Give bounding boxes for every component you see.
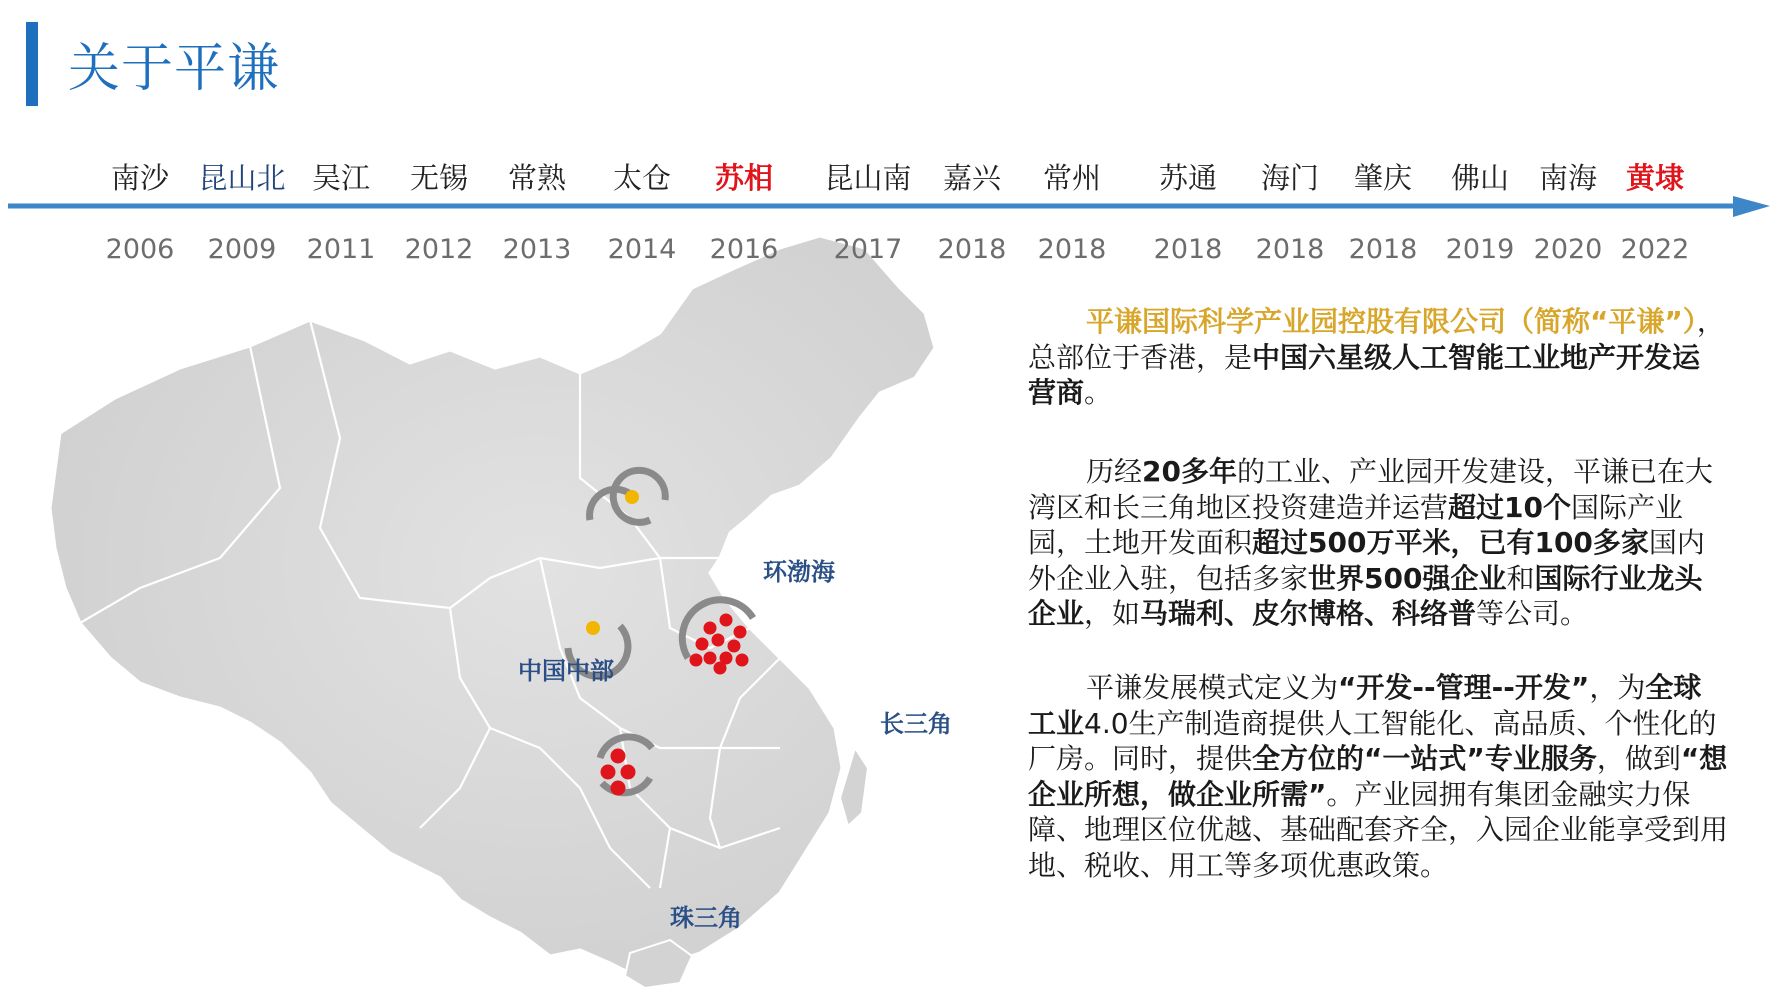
timeline-city: 苏通 <box>1158 161 1218 195</box>
p2-text-3: 国际产业园，土地开发面积 <box>1028 490 1683 559</box>
timeline-city: 南沙 <box>110 161 170 195</box>
timeline-year: 2011 <box>306 234 376 265</box>
timeline-city: 吴江 <box>311 161 371 195</box>
p2-text-1: 历经 <box>1086 455 1143 488</box>
p2-bold-3: 超过500万平米，已有100多家 <box>1252 526 1649 559</box>
p2-bold-6: 马瑞利、皮尔博格、科络普 <box>1140 597 1477 630</box>
timeline-city: 嘉兴 <box>942 161 1002 195</box>
region-label-bohai: 环渤海 <box>763 558 835 586</box>
region-label-yangtze: 长三角 <box>880 710 952 738</box>
company-name: 平谦国际科学产业园控股有限公司（简称“平谦”） <box>1086 305 1697 338</box>
timeline-year: 2020 <box>1533 234 1603 265</box>
timeline-year: 2019 <box>1445 234 1515 265</box>
p2-text-5: 和 <box>1506 561 1535 595</box>
timeline-city: 海门 <box>1260 161 1320 195</box>
timeline-year: 2009 <box>207 234 277 265</box>
timeline-city: 肇庆 <box>1353 161 1413 195</box>
p1-text-1: ，总部位于香港，是 <box>1028 305 1725 374</box>
p3-text-2: ，为 <box>1589 671 1646 704</box>
timeline-year: 2018 <box>1037 234 1107 265</box>
title-accent-bar <box>26 22 38 106</box>
timeline-city: 昆山北 <box>198 161 286 195</box>
p3-bold-3: 全方位的“一站式”专业服务 <box>1252 742 1597 775</box>
p3-bold-2: 全球工业 <box>1028 671 1702 740</box>
p2-text-2: 的工业、产业园开发建设，平谦已在大湾区和长三角地区投资建造并运营 <box>1028 455 1713 524</box>
timeline-year: 2006 <box>105 234 175 265</box>
p2-text-7: 等公司。 <box>1476 597 1589 630</box>
timeline-year: 2018 <box>937 234 1007 265</box>
p2-bold-2: 超过10个 <box>1448 490 1571 524</box>
p3-text-1: 平谦发展模式定义为 <box>1086 671 1339 704</box>
intro-paragraph <box>1028 304 1728 411</box>
p1-text-2: 。 <box>1084 376 1113 409</box>
p3-text-3: 4.0生产制造商提供人工智能化、高品质、个性化的厂房。同时，提供 <box>1028 706 1717 775</box>
timeline-year: 2018 <box>1348 234 1418 265</box>
p3-text-5: 。产业园拥有集团金融实力保障、地理区位优越、基础配套齐全，入园企业能享受到用地、税收、用工等多项优惠政策。 <box>1028 777 1729 882</box>
p2-bold-5: 国际行业龙头企业 <box>1028 561 1703 630</box>
p2-text-4: 国内外企业入驻，包括多家 <box>1028 526 1705 595</box>
p1-bold-1: 中国六星级人工智能工业地产开发运营商 <box>1028 340 1701 409</box>
china-map <box>20 228 970 988</box>
timeline-city: 无锡 <box>409 161 469 195</box>
region-label-central: 中国中部 <box>518 657 614 685</box>
page-title: 关于平谦 <box>68 39 281 99</box>
p2-bold-1: 20多年 <box>1142 455 1237 488</box>
timeline-year: 2016 <box>709 234 779 265</box>
p3-text-4: ，做到 <box>1596 742 1681 775</box>
timeline-city: 黄埭 <box>1625 161 1685 195</box>
timeline-city: 南海 <box>1538 161 1598 195</box>
p2-bold-4: 世界500强企业 <box>1308 561 1507 595</box>
taiwan-island <box>840 748 868 826</box>
p3-bold-1: “开发--管理--开发” <box>1338 671 1590 704</box>
timeline-year: 2012 <box>404 234 474 265</box>
timeline-year: 2014 <box>607 234 677 265</box>
timeline-city: 常州 <box>1042 161 1102 195</box>
timeline-city: 佛山 <box>1450 161 1510 195</box>
model-paragraph <box>1028 670 1728 883</box>
timeline-arrow <box>8 196 1773 220</box>
timeline-city: 常熟 <box>507 161 567 195</box>
timeline-city: 苏相 <box>714 161 774 195</box>
timeline-year: 2013 <box>502 234 572 265</box>
region-label-pearl: 珠三角 <box>670 904 742 932</box>
timeline-year: 2018 <box>1255 234 1325 265</box>
timeline-city: 昆山南 <box>824 161 912 195</box>
timeline-year: 2017 <box>833 234 903 265</box>
timeline-city: 太仓 <box>612 161 672 195</box>
p2-text-6: ，如 <box>1084 597 1141 630</box>
timeline-year: 2022 <box>1620 234 1690 265</box>
china-landmass <box>50 236 935 973</box>
history-paragraph <box>1028 454 1728 632</box>
p3-bold-4: “想企业所想，做企业所需” <box>1028 742 1728 811</box>
timeline-year: 2018 <box>1153 234 1223 265</box>
